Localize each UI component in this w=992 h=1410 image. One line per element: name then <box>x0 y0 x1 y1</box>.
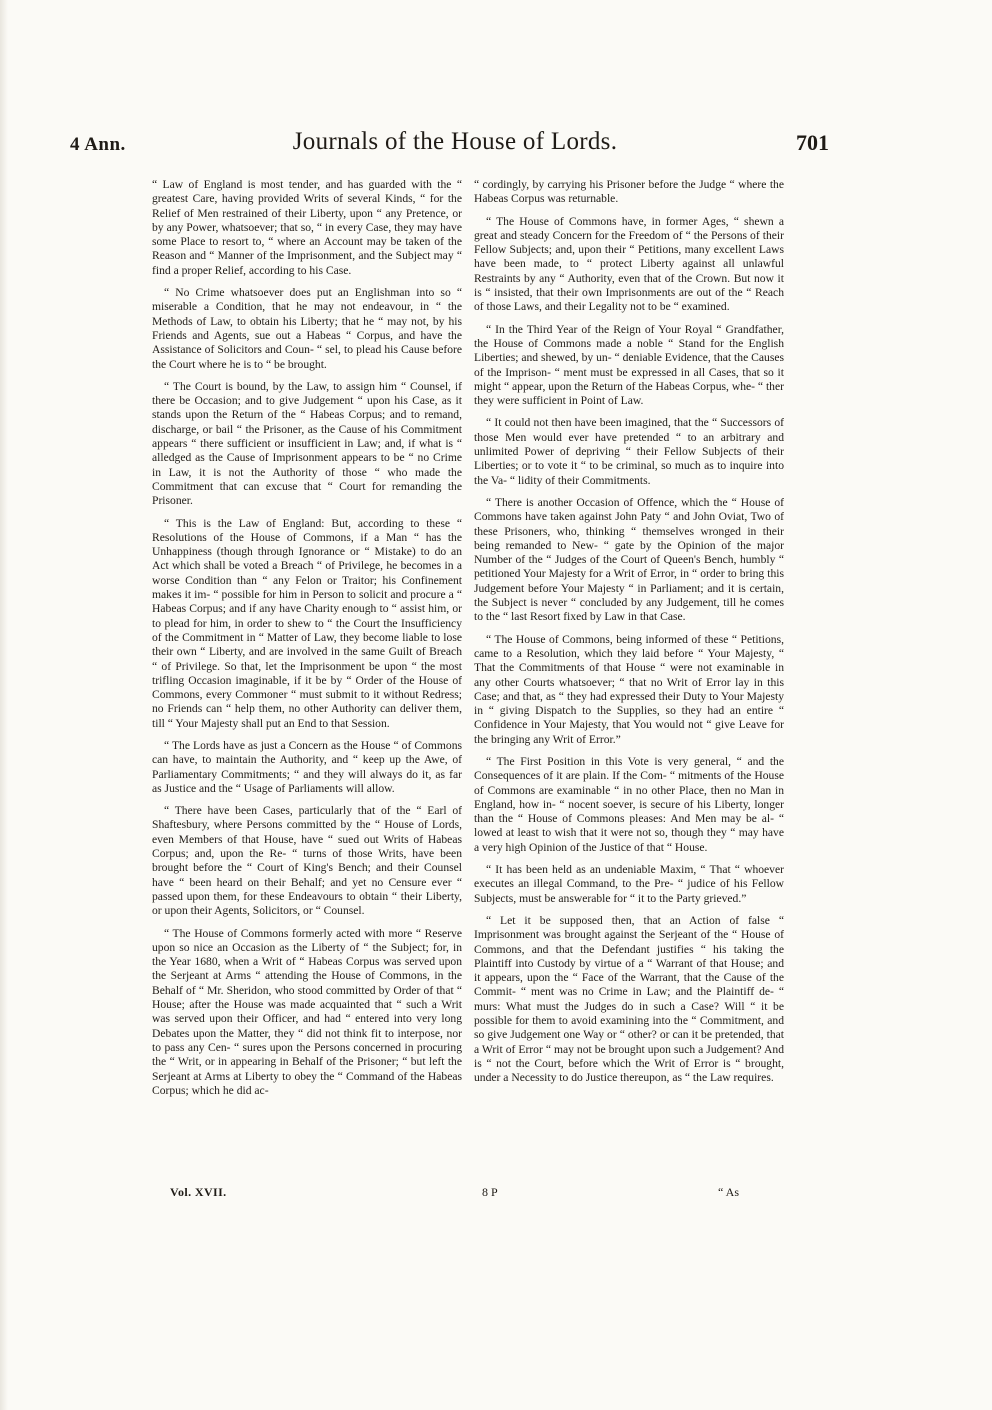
page-gutter-shadow <box>0 0 8 1410</box>
paragraph: “ The House of Commons, being informed of these “ Petitions, came to a Resolution, which they laid before “ Your Majesty, “ That the Commitments of that House “ were not examinable in any other Courts whatsoever; “ that no Writ of Error lay in this Case; and that, as “ they had expressed their Duty to Your Majesty in “ giving Dispatch to the Supplies, so they had an entire “ Confidence in Your Majesty, that You would not “ give Leave for the bringing any Writ of Error.” <box>474 632 784 746</box>
paragraph: “ It could not then have been imagined, that the “ Successors of those Men would ever have pretended “ to an arbitrary and unlimited Power of depriving “ their Fellow Subjects of their Liberties; or to vote it “ to be criminal, so much as to inquire into the Va- “ lidity of their Commitments. <box>474 416 784 487</box>
paragraph: “ The House of Commons have, in former Ages, “ shewn a great and steady Concern for the Freedom of “ the Persons of their Fellow Subjects; and, upon their “ Petitions, many excellent Laws have been made, to “ protect Liberty against all unlawful Restraints by any “ Authority, even that of the Crown. But now it is “ insisted, that their own Imprisonments are out of the “ Reach of those Laws, and their Legality not to be “ examined. <box>474 214 784 314</box>
paragraph: “ This is the Law of England: But, according to these “ Resolutions of the House of Commons, if a Man “ has the Unhappiness (though through Ignorance or “ Mistake) to do an Act which shall be voted a Breach “ of Privilege, he becomes in a worse Condition than “ any Felon or Traitor; his Confinement makes it im- “ possible for him in Person to solicit and procure a “ Habeas Corpus; and if any have Charity enough to “ assist him, or to plead for him, in order to shew to “ the Court the Insufficiency of the Commitment in “ Matter of Law, they become liable to lose their own “ Liberty, and are involved in the same Guilt of Breach “ of Privilege. So that, let the Imprisonment be upon “ the most trifling Occasion imaginable, if it be by “ Order of the House of Commons, every Commoner “ must submit to it without Redress; no Friends can “ help them, no other Authority can deliver them, till “ Your Majesty shall put an End to that Session. <box>152 516 462 730</box>
paragraph: “ The First Position in this Vote is very general, “ and the Consequences of it are plain. If the Com- “ mitments of the House of Commons are examinable “ in no other Place, then no Man in England, how in- “ nocent soever, is secure of his Liberty, longer than the “ House of Commons pleases: And Men may be al- “ lowed at least to wish that it were not so, though they “ may have a very high Opinion of the Justice of that “ House. <box>474 754 784 854</box>
right-column <box>474 178 784 1094</box>
paragraph: “ In the Third Year of the Reign of Your Royal “ Grandfather, the House of Commons made a noble “ Stand for the English Liberties; and shewed, by un- “ deniable Evidence, that the Causes of the Imprison- “ ment must be expressed in all Cases, that so it might “ appear, upon the Return of the Habeas Corpus, whe- “ ther they were sufficient in Point of Law. <box>474 322 784 408</box>
paragraph: “ The Lords have as just a Concern as the House “ of Commons can have, to maintain the Authority, and “ keep up the Awe, of Parliamentary Commitments; “ and they will always do it, as far as Justice and the “ Usage of Parliaments will allow. <box>152 738 462 795</box>
paragraph: “ cordingly, by carrying his Prisoner before the Judge “ where the Habeas Corpus was returnable. <box>474 178 784 206</box>
paragraph: “ No Crime whatsoever does put an Englishman into so “ miserable a Condition, that he may not endeavour, in “ the Methods of Law, to obtain his Liberty; that he “ may not, by his Friends and Agents, sue out a Habeas “ Corpus, and have the Assistance of Solicitors and Coun- “ sel, to plead his Cause before the Court where he is to “ be brought. <box>152 286 462 371</box>
volume-number: Vol. XVII. <box>170 1185 227 1199</box>
paragraph: “ The Court is bound, by the Law, to assign him “ Counsel, if there be Occasion; and to give Judgement “ upon his Case, as it stands upon the Return of the “ Habeas Corpus; and to remand, discharge, or bail “ the Prisoner, as the Cause of his Commitment appears “ there sufficient or insufficient in Law; and, if what is “ alledged as the Cause of Imprisonment appears to be “ no Crime in Law, it is not the Authority of those “ who made the Commitment that can excuse that “ Court for remanding the Prisoner. <box>152 379 462 508</box>
paragraph: “ There is another Occasion of Offence, which the “ House of Commons have taken against John Paty “ and John Oviat, Two of these Prisoners, who, thinking “ themselves wronged in their being remanded to New- “ gate by the Opinion of the major Number of the “ Judges of the Court of Queen's Bench, humbly “ petitioned Your Majesty for a Writ of Error, in “ order to bring this Judgement before Your Majesty “ in Parliament; and it is certain, the Subject is never “ concluded by any Judgement, till he comes to the “ last Resort fixed by Law in that Case. <box>474 495 784 624</box>
running-header <box>70 128 840 168</box>
journal-title: Journals of the House of Lords. <box>292 128 618 155</box>
page-footer <box>152 1185 782 1205</box>
signature-mark: 8 P <box>482 1185 498 1199</box>
paragraph: “ Law of England is most tender, and has guarded with the “ greatest Care, having provided Writs of several Kinds, “ for the Relief of Men restrained of their Liberty, upon “ any Pretence, or by any Power, whatsoever; that so, “ in every Case, they may have some Place to resort to, “ where an Account may be taken of the Reason and “ Manner of the Imprisonment, and the Subject may “ find a proper Relief, according to his Case. <box>152 178 462 277</box>
catchword: “ As <box>718 1185 739 1199</box>
paragraph: “ It has been held as an undeniable Maxim, “ That “ whoever executes an illegal Command, to the Pre- “ judice of his Fellow Subjects, must be answerable for “ it to the Party grieved.” <box>474 863 784 905</box>
page-number: 701 <box>796 130 829 155</box>
paragraph: “ Let it be supposed then, that an Action of false “ Imprisonment was brought against the Serjeant of the “ House of Commons, and that the Defendant justifies “ his taking the Plaintiff into Custody by virtue of a “ Warrant of that House; and it appears, upon the “ Face of the Warrant, that the Cause of the Commit- “ ment was no Crime in Law; and the Plaintiff de- “ murs: What must the Judges do in such a Case? Will “ it be possible for them to avoid examining into the “ Commitment, and so give Judgement one Way or “ other? or can it be pretended, that a Writ of Error “ may not be brought upon such a Judgement? And is “ not the Court, before which the Writ of Error is “ brought, under a Necessity to do Justice thereupon, as “ the Law requires. <box>474 913 784 1085</box>
left-column <box>152 178 462 1106</box>
paragraph: “ There have been Cases, particularly that of the “ Earl of Shaftesbury, where Persons committed by the “ House of Lords, even Members of that House, have “ sued out Writs of Habeas Corpus; and, upon the Re- “ turns of those Writs, have been brought before the “ Court of King's Bench; and their Counsel have “ been heard on their Behalf; and yet no Censure ever “ passed upon them, for these Endeavours to obtain “ their Liberty, or upon their Agents, Solicitors, or “ Counsel. <box>152 804 462 918</box>
paragraph: “ The House of Commons formerly acted with more “ Reserve upon so nice an Occasion as the Liberty of “ the Subject; for, in the Year 1680, when a Writ of “ Habeas Corpus was served upon the Serjeant at Arms “ attending the House of Commons, in the Behalf of “ Mr. Sheridon, who stood committed by Order of that “ House; after the House was made acquainted that “ such a Writ was served upon their Officer, and had “ entered into very long Debates upon the Matter, they “ did not think fit to interpose, nor to pass any Cen- “ sures upon the Persons concerned in procuring the “ Writ, or in appearing in Behalf of the Prisoner; “ but left the Serjeant at Arms at Liberty to obey the “ Command of the Habeas Corpus; which he did ac- <box>152 926 462 1097</box>
regnal-year: 4 Ann. <box>70 134 126 155</box>
